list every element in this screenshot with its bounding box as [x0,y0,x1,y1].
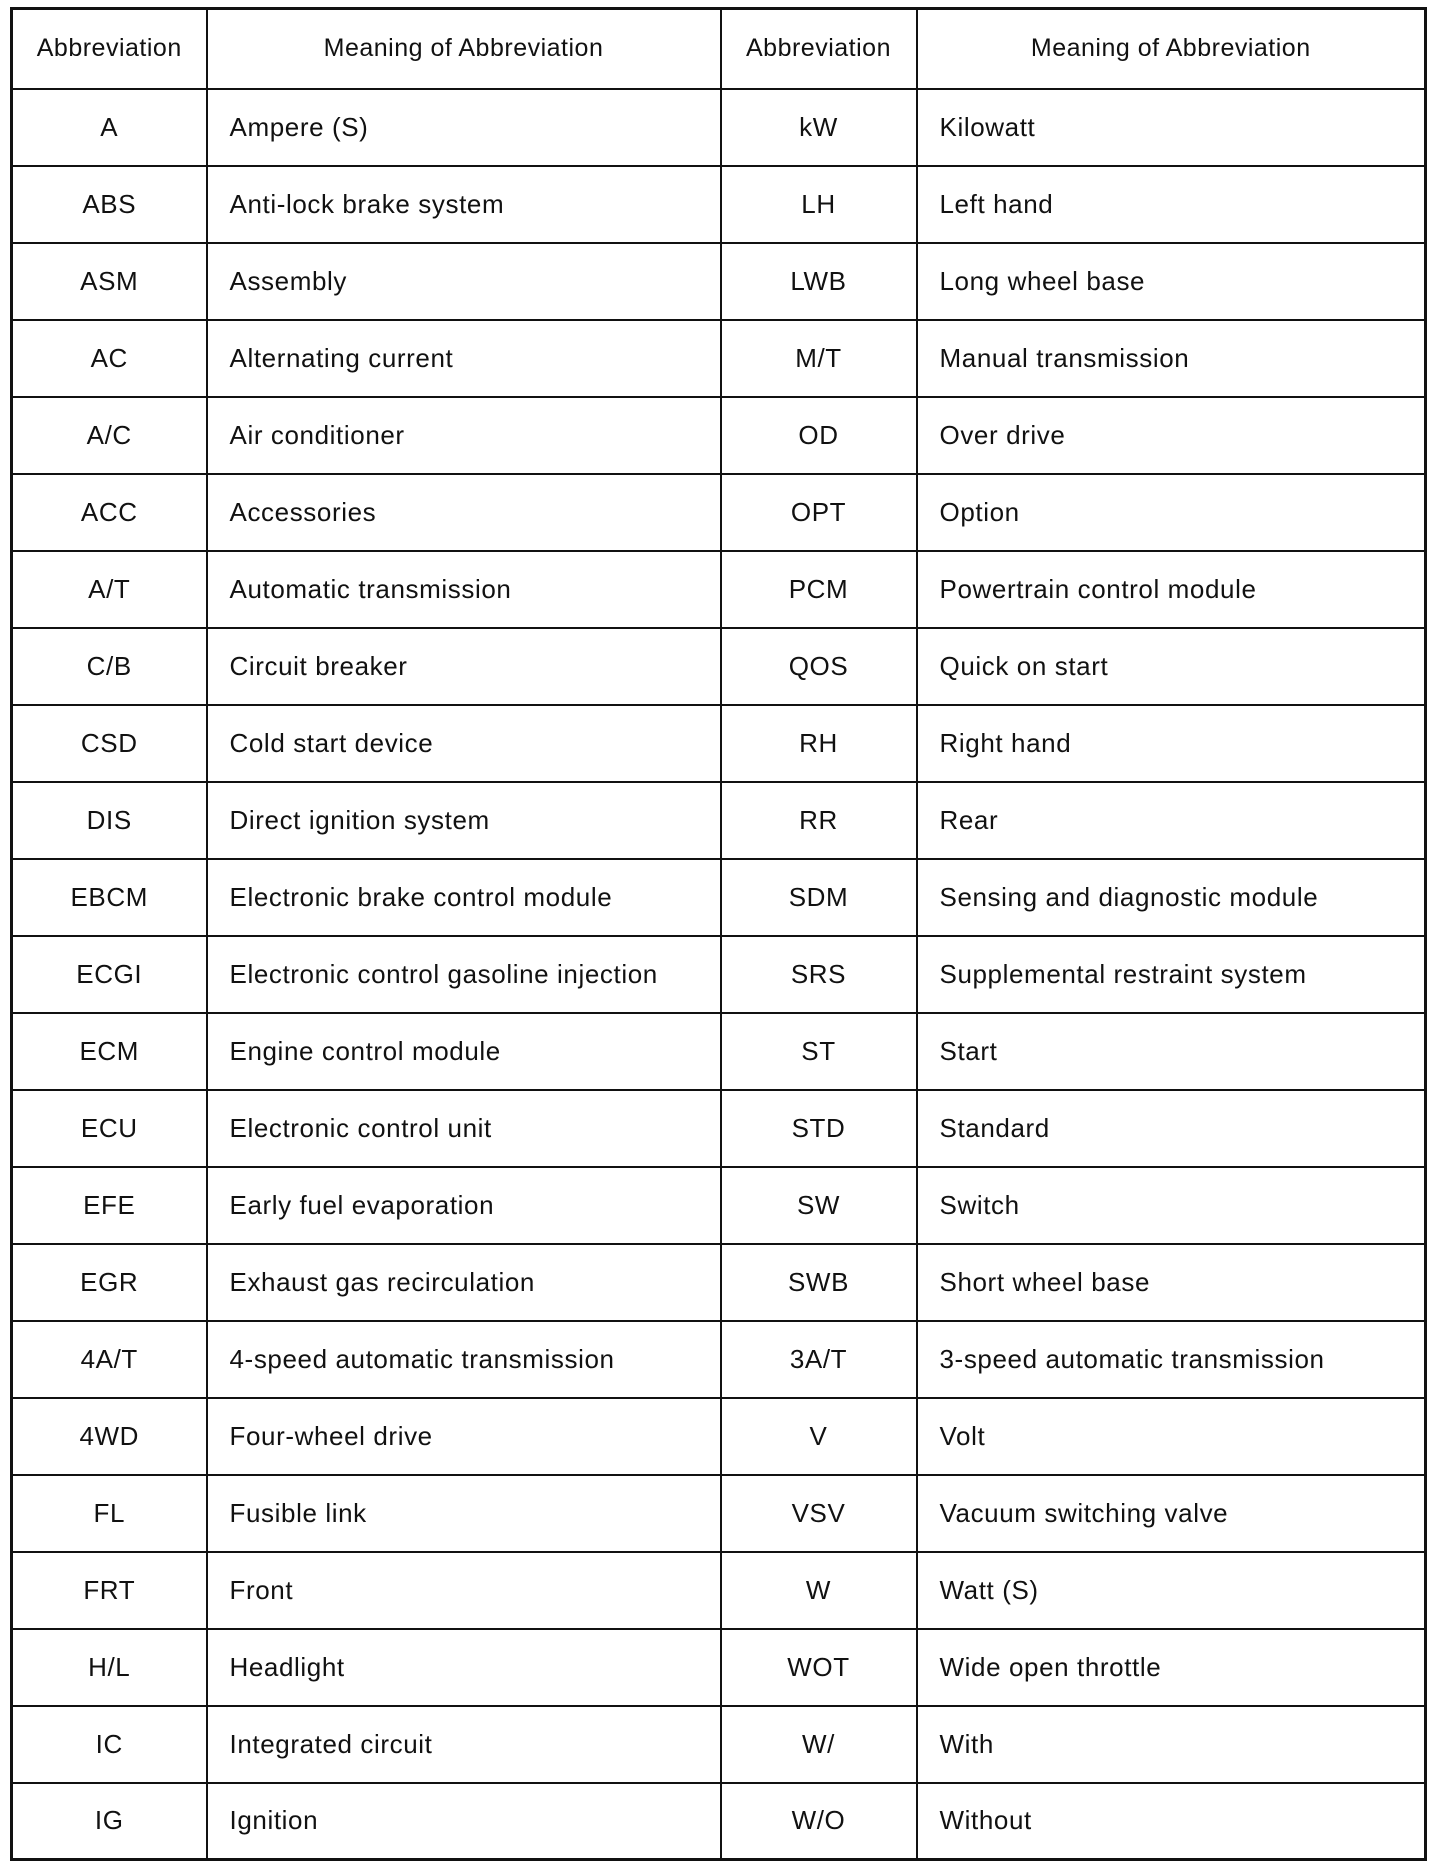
abbreviation-cell-right: LH [721,166,917,243]
table-row [12,1167,1426,1244]
meaning-cell-left: Electronic brake control module [207,859,721,936]
header-meaning-left: Meaning of Abbreviation [207,9,721,89]
meaning-cell-left: Alternating current [207,320,721,397]
table-row [12,1552,1426,1629]
meaning-cell-left: Electronic control unit [207,1090,721,1167]
meaning-cell-right: Wide open throttle [917,1629,1426,1706]
meaning-cell-left: Integrated circuit [207,1706,721,1783]
abbreviation-cell-right: STD [721,1090,917,1167]
table-row [12,705,1426,782]
abbreviation-cell-right: QOS [721,628,917,705]
meaning-cell-left: Headlight [207,1629,721,1706]
meaning-cell-right: Rear [917,782,1426,859]
abbreviation-cell-right: M/T [721,320,917,397]
abbreviation-cell-left: C/B [12,628,207,705]
abbreviation-cell-left: EFE [12,1167,207,1244]
meaning-cell-left: Exhaust gas recirculation [207,1244,721,1321]
table-row [12,1244,1426,1321]
table-row [12,1629,1426,1706]
abbreviation-cell-right: RH [721,705,917,782]
abbreviation-cell-right: kW [721,89,917,166]
meaning-cell-left: Anti-lock brake system [207,166,721,243]
meaning-cell-right: Long wheel base [917,243,1426,320]
meaning-cell-right: Left hand [917,166,1426,243]
abbreviation-cell-left: ACC [12,474,207,551]
meaning-cell-left: Early fuel evaporation [207,1167,721,1244]
meaning-cell-left: Direct ignition system [207,782,721,859]
abbreviation-cell-right: W/ [721,1706,917,1783]
meaning-cell-left: Engine control module [207,1013,721,1090]
abbreviation-cell-left: FRT [12,1552,207,1629]
abbreviation-cell-left: FL [12,1475,207,1552]
abbreviation-cell-right: V [721,1398,917,1475]
table-row [12,782,1426,859]
abbreviation-cell-right: SW [721,1167,917,1244]
meaning-cell-right: Right hand [917,705,1426,782]
table-row [12,628,1426,705]
abbreviation-cell-right: SRS [721,936,917,1013]
abbreviation-cell-left: IC [12,1706,207,1783]
table-row [12,1475,1426,1552]
table-row [12,859,1426,936]
meaning-cell-left: 4-speed automatic transmission [207,1321,721,1398]
meaning-cell-left: Automatic transmission [207,551,721,628]
abbreviation-cell-right: LWB [721,243,917,320]
abbreviation-cell-right: ST [721,1013,917,1090]
header-abbreviation-right: Abbreviation [721,9,917,89]
meaning-cell-right: Short wheel base [917,1244,1426,1321]
abbreviation-cell-left: A/T [12,551,207,628]
abbreviation-cell-right: SWB [721,1244,917,1321]
abbreviation-cell-left: EBCM [12,859,207,936]
table-body [12,89,1426,1860]
abbreviation-cell-right: OD [721,397,917,474]
table-row [12,1013,1426,1090]
meaning-cell-left: Four-wheel drive [207,1398,721,1475]
abbreviation-cell-right: W [721,1552,917,1629]
table-row [12,1398,1426,1475]
abbreviation-cell-left: ECU [12,1090,207,1167]
meaning-cell-right: Kilowatt [917,89,1426,166]
abbreviation-table [10,7,1427,1861]
abbreviation-cell-left: ABS [12,166,207,243]
meaning-cell-right: Over drive [917,397,1426,474]
table-row [12,1706,1426,1783]
abbreviation-cell-right: WOT [721,1629,917,1706]
table-row [12,936,1426,1013]
abbreviation-cell-left: A [12,89,207,166]
abbreviation-cell-left: 4WD [12,1398,207,1475]
table-row [12,474,1426,551]
abbreviation-cell-left: IG [12,1783,207,1860]
abbreviation-cell-right: 3A/T [721,1321,917,1398]
table-row [12,320,1426,397]
table-row [12,1321,1426,1398]
abbreviation-cell-left: A/C [12,397,207,474]
header-row [12,9,1426,89]
meaning-cell-right: Quick on start [917,628,1426,705]
abbreviation-cell-right: W/O [721,1783,917,1860]
abbreviation-cell-left: CSD [12,705,207,782]
abbreviation-cell-left: DIS [12,782,207,859]
abbreviation-cell-left: ECM [12,1013,207,1090]
table-row [12,551,1426,628]
table-row [12,397,1426,474]
header-meaning-right: Meaning of Abbreviation [917,9,1426,89]
meaning-cell-left: Air conditioner [207,397,721,474]
meaning-cell-right: Supplemental restraint system [917,936,1426,1013]
table-row [12,89,1426,166]
meaning-cell-left: Accessories [207,474,721,551]
meaning-cell-right: Vacuum switching valve [917,1475,1426,1552]
meaning-cell-left: Ignition [207,1783,721,1860]
abbreviation-cell-right: RR [721,782,917,859]
meaning-cell-right: Start [917,1013,1426,1090]
abbreviation-cell-left: AC [12,320,207,397]
meaning-cell-right: With [917,1706,1426,1783]
table-row [12,243,1426,320]
header-abbreviation-left: Abbreviation [12,9,207,89]
abbreviation-cell-left: ASM [12,243,207,320]
meaning-cell-right: Switch [917,1167,1426,1244]
abbreviation-cell-right: OPT [721,474,917,551]
meaning-cell-right: Powertrain control module [917,551,1426,628]
meaning-cell-right: Option [917,474,1426,551]
abbreviation-cell-left: 4A/T [12,1321,207,1398]
meaning-cell-left: Assembly [207,243,721,320]
abbreviation-cell-right: PCM [721,551,917,628]
meaning-cell-right: Manual transmission [917,320,1426,397]
abbreviation-cell-right: VSV [721,1475,917,1552]
meaning-cell-right: Volt [917,1398,1426,1475]
meaning-cell-right: Watt (S) [917,1552,1426,1629]
meaning-cell-left: Electronic control gasoline injection [207,936,721,1013]
abbreviation-cell-left: H/L [12,1629,207,1706]
meaning-cell-left: Ampere (S) [207,89,721,166]
abbreviation-cell-left: ECGI [12,936,207,1013]
meaning-cell-left: Circuit breaker [207,628,721,705]
meaning-cell-right: Standard [917,1090,1426,1167]
meaning-cell-left: Front [207,1552,721,1629]
meaning-cell-left: Fusible link [207,1475,721,1552]
table-row [12,1783,1426,1860]
meaning-cell-right: Sensing and diagnostic module [917,859,1426,936]
meaning-cell-left: Cold start device [207,705,721,782]
meaning-cell-right: 3-speed automatic transmission [917,1321,1426,1398]
table-row [12,1090,1426,1167]
table-row [12,166,1426,243]
abbreviation-cell-right: SDM [721,859,917,936]
abbreviation-cell-left: EGR [12,1244,207,1321]
meaning-cell-right: Without [917,1783,1426,1860]
